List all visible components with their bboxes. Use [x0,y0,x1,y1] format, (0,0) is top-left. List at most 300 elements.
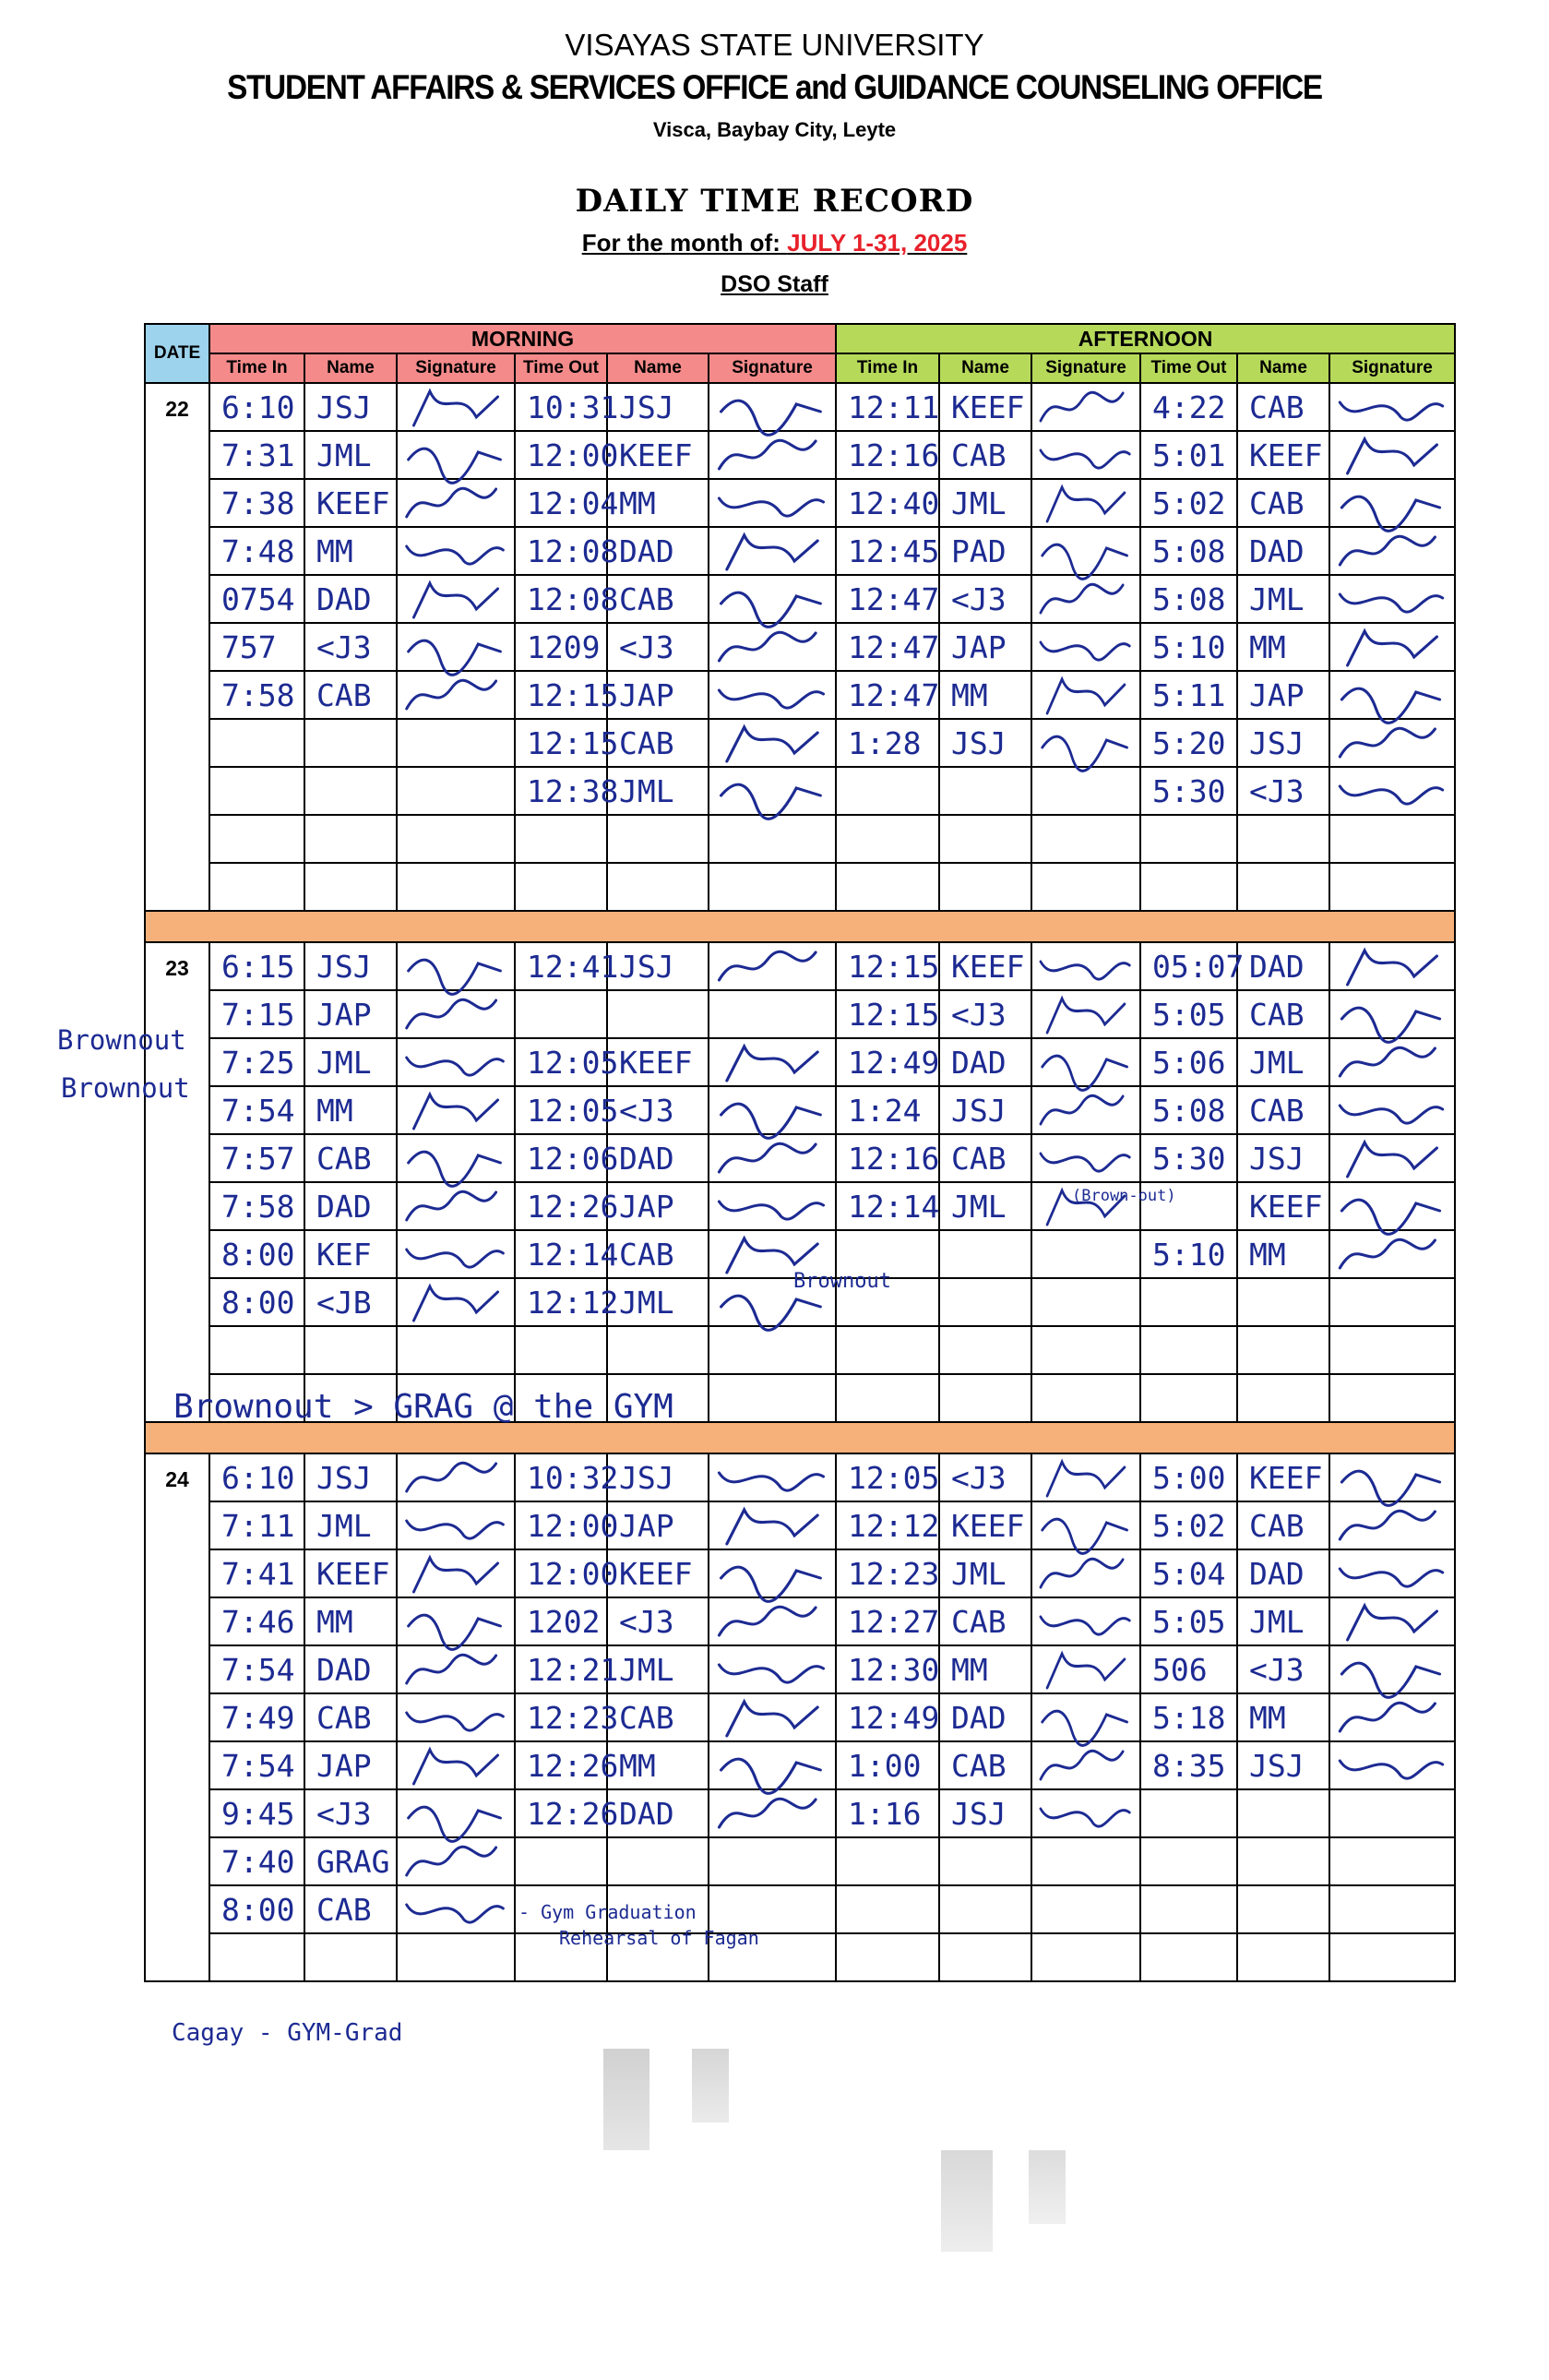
signature-scribble [1330,1135,1454,1181]
signature-scribble [709,1790,835,1836]
signature-scribble [1330,672,1454,718]
signature-scribble [1032,624,1139,670]
name-cell: CAB [607,1230,709,1278]
date-cell: 23 [145,942,209,1422]
name-cell: CAB [1237,990,1329,1038]
name-cell: CAB [939,1741,1031,1789]
time-cell: 12:30 [836,1645,939,1693]
name-cell: CAB [304,1134,397,1182]
name-cell: CAB [304,671,397,719]
name-cell: JML [939,1549,1031,1597]
name-cell: <J3 [1237,1645,1329,1693]
signature-cell [1031,1134,1140,1182]
date-cell: 22 [145,383,209,911]
brownout-note-paren: (Brown-out) [1072,1187,1176,1205]
column-header: Signature [709,353,836,383]
table-row [145,990,1455,1038]
name-cell: <J3 [939,990,1031,1038]
time-cell: 10:32 [515,1453,607,1501]
name-cell: JSJ [1237,719,1329,767]
signature-cell [397,767,515,815]
name-cell [939,1837,1031,1885]
name-cell [939,1230,1031,1278]
time-cell: 12:38 [515,767,607,815]
name-cell: CAB [1237,383,1329,431]
signature-scribble [398,672,514,718]
name-cell: MM [607,1741,709,1789]
brownout-note-row: Brownout [793,1270,891,1293]
signature-cell [709,990,836,1038]
time-cell: 12:15 [836,990,939,1038]
signature-cell [709,1038,836,1086]
time-cell: 1:28 [836,719,939,767]
name-cell [939,1278,1031,1326]
signature-scribble [1032,720,1139,766]
signature-scribble [398,1790,514,1836]
name-cell: DAD [304,1182,397,1230]
office-name: STUDENT AFFAIRS & SERVICES OFFICE and GUIDANCE COUNSELING OFFICE [227,68,1322,106]
signature-scribble [709,1694,835,1740]
signature-cell [397,1501,515,1549]
signature-cell [709,1326,836,1374]
time-cell [515,1326,607,1374]
signature-cell [397,1326,515,1374]
time-cell: 7:11 [209,1501,304,1549]
table-row [145,863,1455,911]
column-header: Signature [397,353,515,383]
table-row [145,1182,1455,1230]
brownout-note-left-1: Brownout [57,1024,186,1056]
name-cell: MM [939,1645,1031,1693]
signature-cell [709,815,836,863]
time-cell: 9:45 [209,1789,304,1837]
signature-cell [397,1134,515,1182]
signature-cell [709,623,836,671]
signature-scribble [1032,1039,1139,1085]
name-cell: CAB [304,1885,397,1933]
time-cell: 12:23 [515,1693,607,1741]
signature-cell [709,479,836,527]
signature-cell [1329,863,1455,911]
signature-scribble [1032,384,1139,430]
time-cell: 5:08 [1140,1086,1237,1134]
time-cell: 1:24 [836,1086,939,1134]
time-cell [836,1933,939,1981]
signature-scribble [1330,1454,1454,1501]
column-header: Signature [1329,353,1455,383]
name-cell: JSJ [304,942,397,990]
signature-cell [397,1789,515,1837]
time-cell: 7:58 [209,1182,304,1230]
time-cell: 8:00 [209,1278,304,1326]
name-cell [939,767,1031,815]
time-cell: 7:46 [209,1597,304,1645]
university-name: VISAYAS STATE UNIVERSITY [565,28,984,62]
name-cell [1237,1374,1329,1422]
name-cell: DAD [1237,942,1329,990]
signature-scribble [398,1550,514,1597]
signature-cell [709,719,836,767]
time-cell: 12:14 [515,1230,607,1278]
signature-cell [709,431,836,479]
column-header: Time In [836,353,939,383]
time-cell: 7:41 [209,1549,304,1597]
signature-scribble [709,1598,835,1644]
table-row [145,623,1455,671]
name-cell: JAP [1237,671,1329,719]
time-cell: 12:21 [515,1645,607,1693]
morning-header: MORNING [209,324,836,353]
signature-cell [1031,1837,1140,1885]
signature-cell [397,671,515,719]
name-cell: JML [939,479,1031,527]
table-row [145,942,1455,990]
name-cell [939,815,1031,863]
name-cell: JSJ [607,942,709,990]
signature-cell [397,479,515,527]
name-cell: MM [304,1597,397,1645]
signature-scribble [709,768,835,814]
month-value: JULY 1-31, 2025 [787,229,968,257]
time-cell [1140,815,1237,863]
table-row [145,1741,1455,1789]
time-cell: 1:00 [836,1741,939,1789]
name-cell [1237,863,1329,911]
signature-cell [1031,815,1140,863]
signature-scribble [709,1135,835,1181]
time-cell: 12:00 [515,1501,607,1549]
name-cell: CAB [1237,1086,1329,1134]
time-cell [836,1837,939,1885]
time-cell: 5:04 [1140,1549,1237,1597]
signature-scribble [1330,991,1454,1037]
signature-cell [397,1453,515,1501]
column-header: Time Out [1140,353,1237,383]
signature-scribble [1330,528,1454,574]
name-cell: JAP [607,1182,709,1230]
signature-scribble [709,1550,835,1597]
time-cell: 1209 [515,623,607,671]
name-cell: JAP [304,1741,397,1789]
signature-cell [397,1933,515,1981]
signature-cell [709,527,836,575]
name-cell [1237,1789,1329,1837]
name-cell [607,1837,709,1885]
signature-cell [1329,767,1455,815]
name-cell: JSJ [304,1453,397,1501]
signature-cell [1329,1549,1455,1597]
signature-cell [1031,575,1140,623]
name-cell [607,863,709,911]
time-cell: 12:15 [515,719,607,767]
name-cell: DAD [1237,527,1329,575]
name-cell [1237,1326,1329,1374]
time-cell: 12:45 [836,527,939,575]
signature-scribble [1032,672,1139,718]
name-cell: <J3 [939,1453,1031,1501]
time-cell: 12:04 [515,479,607,527]
name-cell: MM [607,479,709,527]
name-cell: MM [1237,623,1329,671]
signature-cell [709,863,836,911]
signature-scribble [1330,384,1454,430]
name-cell: CAB [1237,479,1329,527]
name-cell: JML [1237,1038,1329,1086]
signature-cell [1329,1837,1455,1885]
signature-scribble [1330,768,1454,814]
signature-cell [1329,479,1455,527]
table-row [145,383,1455,431]
staff-label: DSO Staff [721,271,828,297]
day-separator [145,1422,1455,1453]
table-row [145,767,1455,815]
name-cell: JAP [607,1501,709,1549]
name-cell: DAD [939,1038,1031,1086]
table-row [145,815,1455,863]
time-cell: 7:40 [209,1837,304,1885]
column-header: Name [1237,353,1329,383]
time-cell: 5:05 [1140,990,1237,1038]
signature-cell [1031,1933,1140,1981]
name-cell: JML [607,1645,709,1693]
name-cell: DAD [607,1789,709,1837]
signature-scribble [398,991,514,1037]
signature-cell [709,575,836,623]
time-cell: 12:12 [515,1278,607,1326]
name-cell: KEEF [607,1038,709,1086]
name-cell: <J3 [1237,767,1329,815]
table-row [145,575,1455,623]
time-cell [209,815,304,863]
name-cell: KEEF [939,942,1031,990]
time-cell: 7:25 [209,1038,304,1086]
signature-cell [397,1837,515,1885]
name-cell: <J3 [939,575,1031,623]
time-cell [1140,863,1237,911]
time-cell: 5:05 [1140,1597,1237,1645]
name-cell [607,990,709,1038]
signature-scribble [1032,943,1139,989]
name-cell: <J3 [607,1597,709,1645]
time-cell: 12:06 [515,1134,607,1182]
signature-cell [1329,1038,1455,1086]
signature-scribble [1032,576,1139,622]
time-cell: 5:10 [1140,1230,1237,1278]
time-cell [515,863,607,911]
time-cell: 7:38 [209,479,304,527]
name-cell: CAB [607,719,709,767]
name-cell: MM [304,1086,397,1134]
time-cell [209,863,304,911]
signature-cell [1329,383,1455,431]
time-cell: 10:31 [515,383,607,431]
signature-scribble [1032,528,1139,574]
time-cell [836,1326,939,1374]
signature-scribble [1032,991,1139,1037]
name-cell: <J3 [607,623,709,671]
name-cell [1237,1278,1329,1326]
signature-scribble [709,1502,835,1549]
name-cell: DAD [1237,1549,1329,1597]
signature-scribble [1330,943,1454,989]
signature-cell [709,1374,836,1422]
signature-scribble [1330,1502,1454,1549]
signature-scribble [1032,1598,1139,1644]
name-cell: DAD [939,1693,1031,1741]
name-cell: MM [304,527,397,575]
signature-scribble [1330,1087,1454,1133]
signature-cell [397,1693,515,1741]
name-cell: DAD [607,1134,709,1182]
month-label: For the month of: [581,229,780,257]
signature-cell [1329,942,1455,990]
signature-cell [397,719,515,767]
signature-cell [397,1038,515,1086]
time-cell: 12:47 [836,575,939,623]
column-header: Name [304,353,397,383]
time-cell: 7:15 [209,990,304,1038]
signature-cell [397,623,515,671]
table-row [145,1597,1455,1645]
time-cell: 5:20 [1140,719,1237,767]
signature-cell [1329,1597,1455,1645]
time-cell [836,863,939,911]
date-header: DATE [145,324,209,383]
time-cell: 12:26 [515,1741,607,1789]
signature-scribble [1330,1646,1454,1692]
signature-cell [1329,815,1455,863]
signature-cell [1031,1597,1140,1645]
signature-cell [1031,671,1140,719]
name-cell: KEEF [1237,1182,1329,1230]
signature-cell [1329,671,1455,719]
table-row [145,1837,1455,1885]
time-cell: 7:31 [209,431,304,479]
time-cell: 12:27 [836,1597,939,1645]
signature-scribble [398,432,514,478]
name-cell: JML [304,431,397,479]
stamp-mark [941,2150,993,2252]
time-cell: 8:00 [209,1885,304,1933]
signature-cell [1329,1453,1455,1501]
signature-scribble [1330,432,1454,478]
time-cell [1140,1374,1237,1422]
name-cell: <J3 [304,623,397,671]
signature-scribble [398,1694,514,1740]
name-cell [939,1326,1031,1374]
time-cell: 12:05 [515,1038,607,1086]
signature-cell [1329,431,1455,479]
name-cell [939,1885,1031,1933]
time-cell [515,990,607,1038]
time-cell: 6:15 [209,942,304,990]
table-row [145,1038,1455,1086]
signature-scribble [709,528,835,574]
stamp-mark [1029,2150,1066,2224]
signature-scribble [709,1742,835,1788]
time-cell: 12:00 [515,1549,607,1597]
signature-scribble [1032,1454,1139,1501]
signature-cell [397,431,515,479]
name-cell: JML [304,1501,397,1549]
signature-cell [1329,990,1455,1038]
name-cell: JAP [304,990,397,1038]
column-header: Time In [209,353,304,383]
name-cell: JML [1237,1597,1329,1645]
time-cell: 6:10 [209,383,304,431]
name-cell: JSJ [304,383,397,431]
signature-scribble [1032,480,1139,526]
table-row [145,479,1455,527]
column-header: Time Out [515,353,607,383]
name-cell: MM [1237,1693,1329,1741]
signature-cell [1031,1693,1140,1741]
signature-cell [1031,431,1140,479]
column-header: Signature [1031,353,1140,383]
signature-cell [1031,1885,1140,1933]
time-cell: 12:41 [515,942,607,990]
name-cell [1237,1837,1329,1885]
name-cell: KEEF [1237,1453,1329,1501]
signature-cell [1329,1741,1455,1789]
time-cell: 12:26 [515,1182,607,1230]
name-cell: <J3 [607,1086,709,1134]
name-cell: JAP [939,623,1031,671]
name-cell: CAB [607,1693,709,1741]
signature-cell [709,1837,836,1885]
time-cell [515,1837,607,1885]
table-row [145,1326,1455,1374]
signature-cell [1329,1374,1455,1422]
signature-cell [1031,479,1140,527]
date-cell: 24 [145,1453,209,1981]
signature-cell [1031,1789,1140,1837]
name-cell: JML [939,1182,1031,1230]
time-cell: 12:08 [515,527,607,575]
name-cell: CAB [304,1693,397,1741]
signature-scribble [398,1087,514,1133]
signature-scribble [1330,1742,1454,1788]
signature-scribble [398,1598,514,1644]
signature-scribble [709,672,835,718]
name-cell: KEEF [939,383,1031,431]
name-cell: KEEF [939,1501,1031,1549]
table-row [145,719,1455,767]
signature-cell [397,815,515,863]
time-cell: 8:00 [209,1230,304,1278]
signature-scribble [398,1279,514,1325]
signature-scribble [1032,1502,1139,1549]
signature-cell [709,1693,836,1741]
signature-cell [397,1549,515,1597]
signature-scribble [709,720,835,766]
signature-cell [1031,767,1140,815]
time-cell: 5:30 [1140,1134,1237,1182]
day-separator [145,911,1455,942]
signature-scribble [709,1183,835,1229]
time-cell [836,767,939,815]
signature-cell [709,1453,836,1501]
signature-cell [709,383,836,431]
signature-cell [397,575,515,623]
table-row [145,1134,1455,1182]
time-cell: 5:10 [1140,623,1237,671]
time-cell: 12:15 [836,942,939,990]
time-cell [209,1326,304,1374]
signature-scribble [398,1886,514,1932]
signature-scribble [1032,1742,1139,1788]
name-cell: JSJ [1237,1741,1329,1789]
